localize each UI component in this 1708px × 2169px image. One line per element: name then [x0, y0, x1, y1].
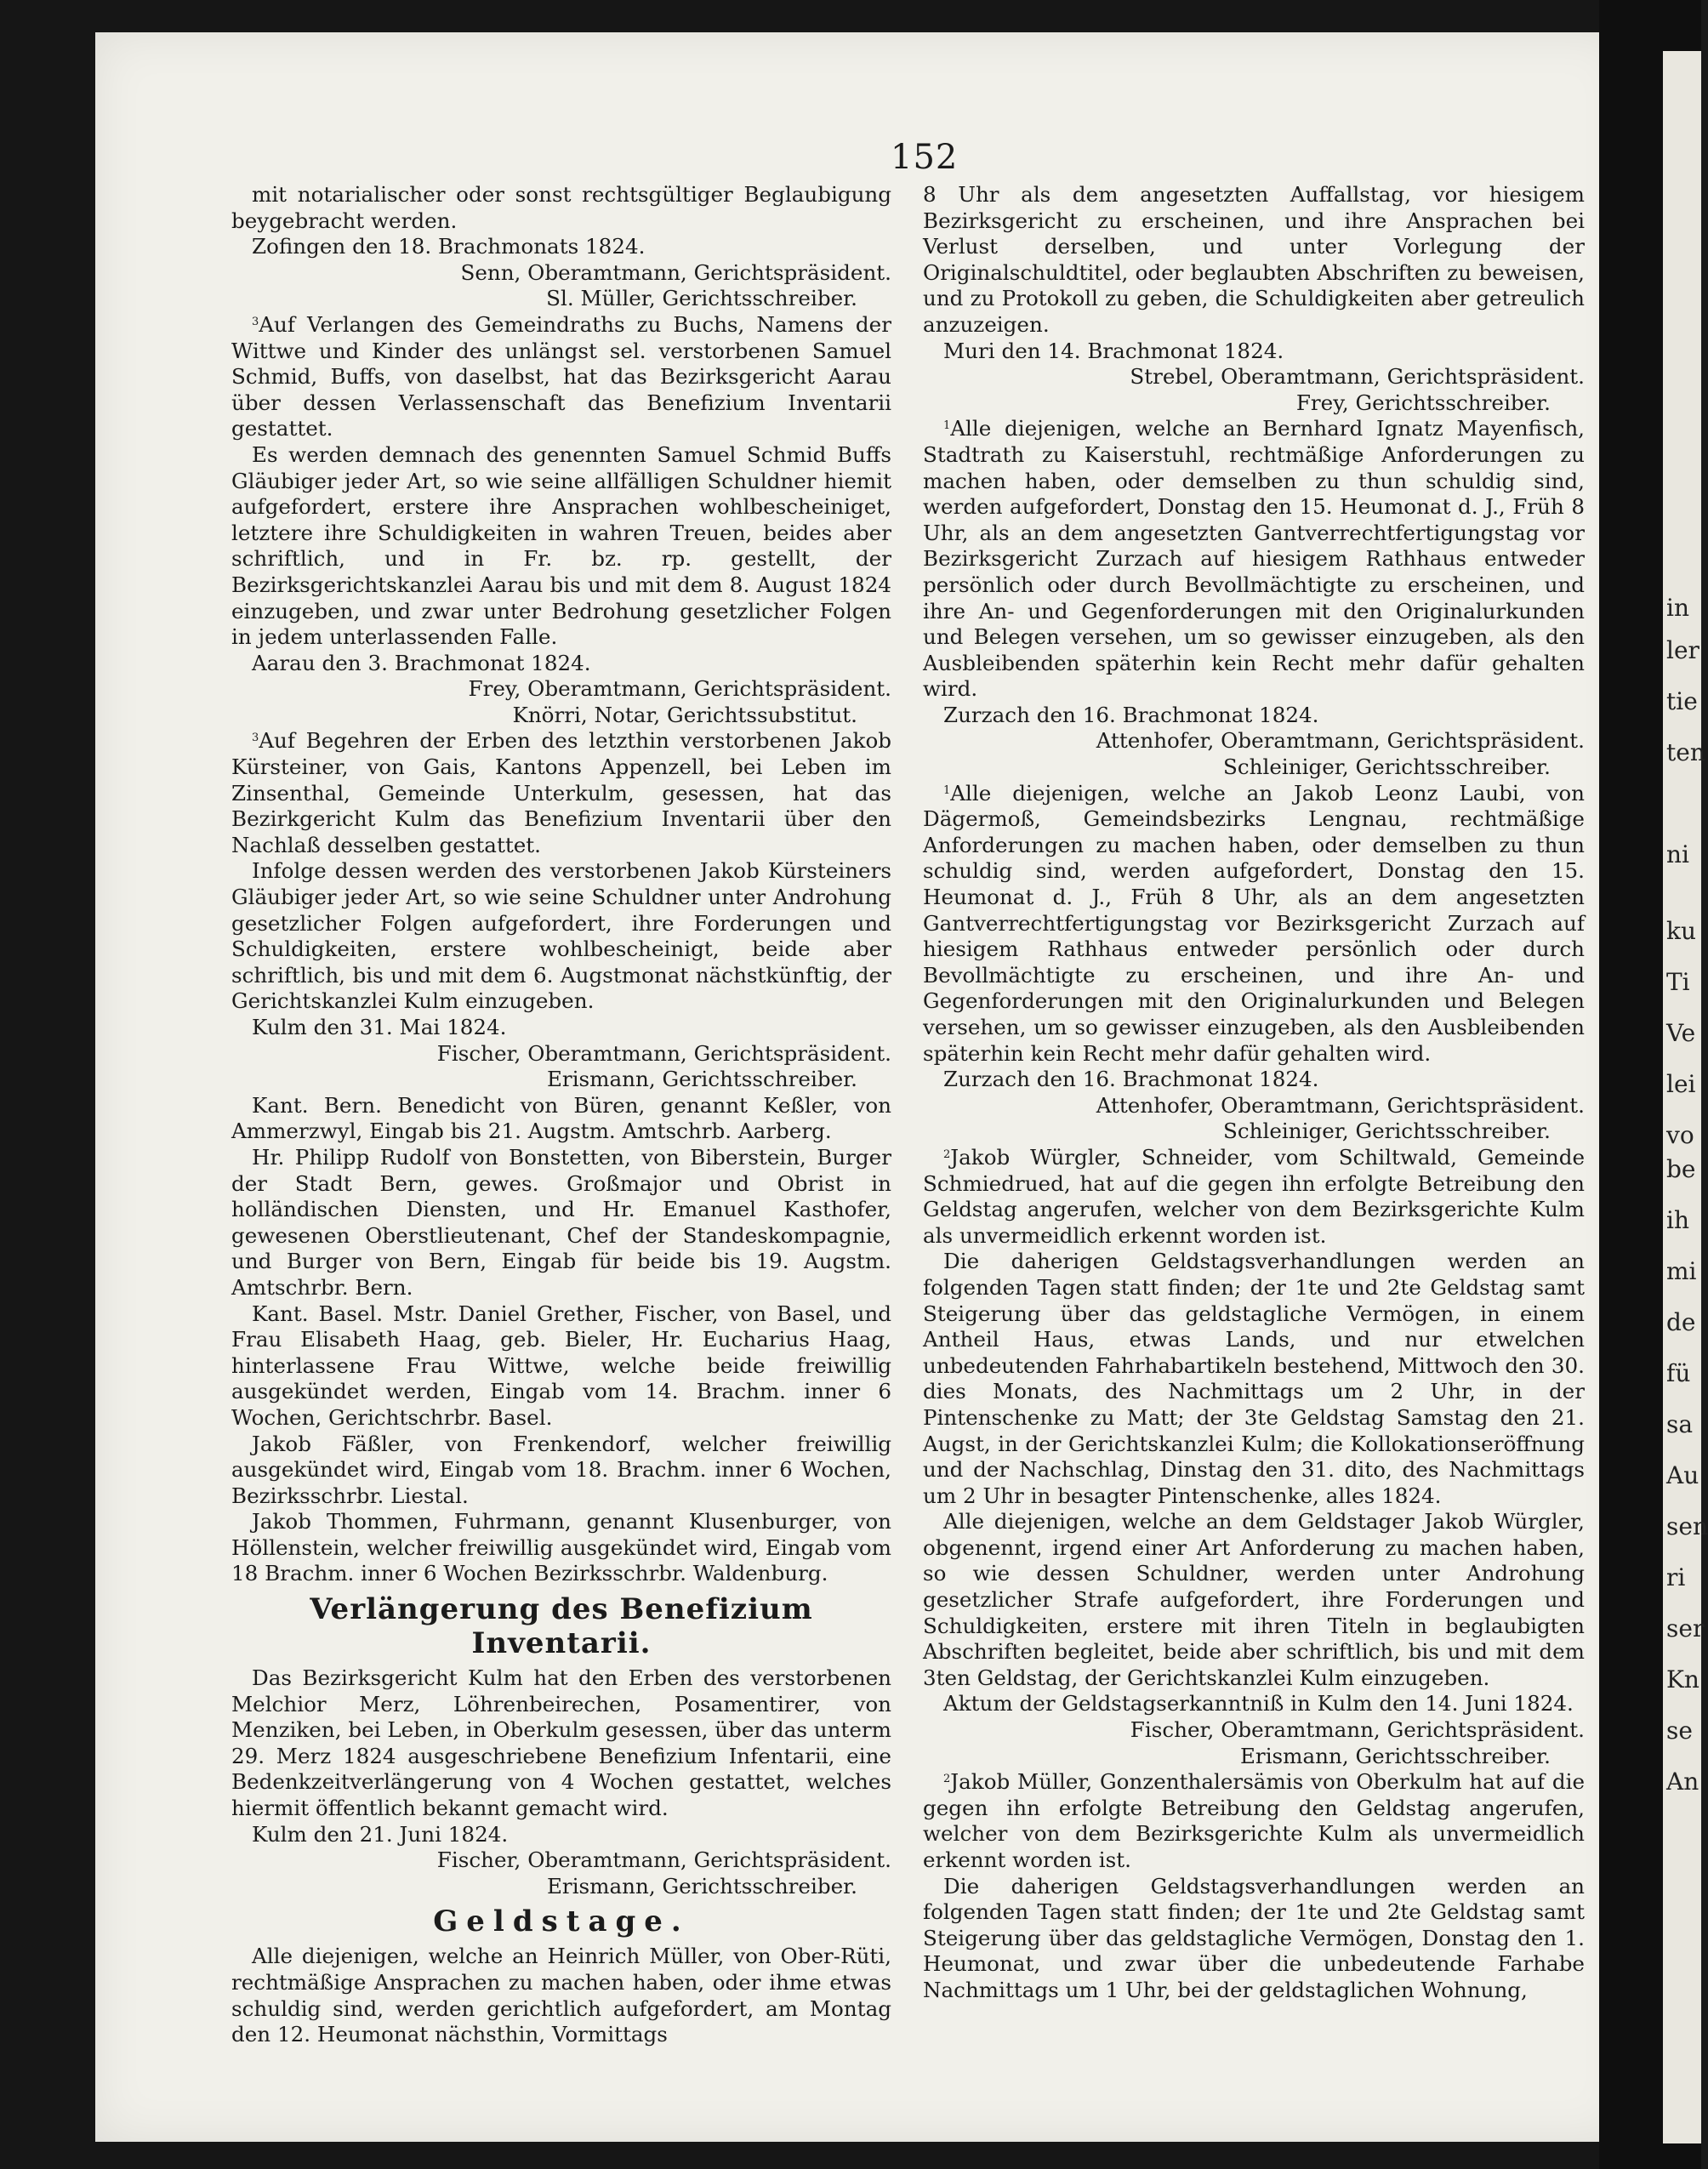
- notice-paragraph: [231, 1145, 891, 1301]
- notice-paragraph: [231, 442, 891, 651]
- text: Geldstage.: [433, 1904, 690, 1939]
- adjacent-page-fragment: ni: [1666, 840, 1689, 868]
- place-date-line: [231, 651, 891, 677]
- notice-paragraph: [923, 1769, 1585, 1873]
- text: Jakob Müller, Gonzenthalersämis von Oberkulm hat auf die gegen ihn erfolgte Betreibung den Geldstag angerufen, welcher von dem Bezirksgerichte Kulm als unvermeidlich erkennt worden ist.: [923, 1769, 1585, 1872]
- adjacent-page-fragment: be: [1666, 1155, 1696, 1183]
- text: Attenhofer, Oberamtmann, Gerichtspräsident.: [1096, 1092, 1585, 1118]
- adjacent-page-fragment: An: [1666, 1768, 1699, 1796]
- adjacent-page-fragment: sa: [1666, 1410, 1694, 1438]
- text: Knörri, Notar, Gerichtssubstitut.: [512, 702, 857, 727]
- notice-paragraph: [231, 182, 891, 234]
- text: Alle diejenigen, welche an Heinrich Müller, von Ober-Rüti, rechtmäßige Ansprachen zu machen haben, oder ihme etwas schuldig sind, werden gerichtlich aufgefordert, am Montag den 12. Heumonat nächsthin, Vormittags: [231, 1944, 891, 2047]
- insertion-count: 3: [252, 732, 259, 745]
- place-date-line: [231, 1015, 891, 1041]
- signature-line: [231, 1874, 891, 1900]
- text: Kulm den 21. Juni 1824.: [252, 1821, 509, 1847]
- adjacent-page-edge: [1663, 51, 1708, 2143]
- text: Jakob Fäßler, von Frenkendorf, welcher freiwillig ausgekündet wird, Eingab vom 18. Brachm. inner 6 Wochen, Bezirksschrbr. Liestal.: [231, 1431, 891, 1508]
- adjacent-page-fragment: ten: [1666, 738, 1705, 766]
- place-date-line: [231, 234, 891, 260]
- notice-paragraph: [923, 1249, 1585, 1509]
- notice-paragraph: [231, 1944, 891, 2047]
- page-number: 152: [891, 138, 959, 177]
- signature-line: [923, 1093, 1585, 1119]
- signature-line: [231, 676, 891, 703]
- notice-paragraph: [231, 1665, 891, 1822]
- text: Sl. Müller, Gerichtsschreiber.: [546, 286, 857, 311]
- text: Hr. Philipp Rudolf von Bonstetten, von Biberstein, Burger der Stadt Bern, gewes. Großmajor und Obrist in holländischen Diensten, und Hr. Emanuel Kasthofer, gewesenen Oberstlieutenant, Chef der Standeskompagnie, und Burger von Bern, Eingab für beide bis 19. Augstm. Amtschrbr. Bern.: [231, 1144, 891, 1300]
- text: Die daherigen Geldstagsverhandlungen werden an folgenden Tagen statt finden; der 1te und 2te Geldstag samt Steigerung über das geldstagliche Vermögen, Donstag den 1. Heumonat, und zwar über die unbedeutende Farhabe Nachmittags um 1 Uhr, bei der geldstaglichen Wohnung,: [923, 1873, 1585, 2002]
- adjacent-page-fragment: Ve: [1666, 1019, 1696, 1047]
- text: Schleiniger, Gerichtsschreiber.: [1223, 1119, 1551, 1144]
- section-heading: [231, 1904, 891, 1938]
- text: Muri den 14. Brachmonat 1824.: [943, 338, 1284, 363]
- place-date-line: [923, 339, 1585, 365]
- adjacent-page-fragment: ler: [1666, 636, 1699, 664]
- signature-line: [231, 1847, 891, 1874]
- text: Jakob Thommen, Fuhrmann, genannt Klusenburger, von Höllenstein, welcher freiwillig ausgekündet wird, Eingab vom 18 Brachm. inner 6 Wochen Bezirksschrbr. Waldenburg.: [231, 1509, 891, 1586]
- text: Zurzach den 16. Brachmonat 1824.: [943, 702, 1319, 727]
- text: Attenhofer, Oberamtmann, Gerichtspräsident.: [1096, 728, 1585, 754]
- text: Kulm den 31. Mai 1824.: [252, 1015, 507, 1039]
- insertion-count: 1: [943, 783, 951, 797]
- adjacent-page-fragment: de: [1666, 1308, 1696, 1336]
- notice-paragraph: [231, 858, 891, 1015]
- adjacent-page-fragment: ku: [1666, 917, 1696, 945]
- text: Das Bezirksgericht Kulm hat den Erben des verstorbenen Melchior Merz, Löhrenbeirechen, Posamentirer, von Menziken, bei Leben, in Oberkulm gesessen, über das unterm 29. Merz 1824 ausgeschriebene Benefizium Infentarii, eine Bedenkzeitverlängerung von 4 Wochen gestattet, welches hiermit öffentlich bekannt gemacht wird.: [231, 1665, 891, 1821]
- signature-line: [923, 728, 1585, 754]
- text: Fischer, Oberamtmann, Gerichtspräsident.: [1130, 1717, 1585, 1743]
- adjacent-page-fragment: ri: [1666, 1563, 1686, 1591]
- adjacent-page-fragment: se: [1666, 1716, 1693, 1745]
- signature-line: [231, 1041, 891, 1067]
- text: Die daherigen Geldstagsverhandlungen werden an folgenden Tagen statt finden; der 1te und 2te Geldstag samt Steigerung über das geldstagliche Vermögen, in einem Antheil Haus, etwas Lands, und nur etwelchen unbedeutenden Fahrhabartikeln bestehend, Mittwoch den 30. dies Monats, des Nachmittags um 2 Uhr, in der Pintenschenke zu Matt; der 3te Geldstag Samstag den 21. Augst, in der Gerichtskanzlei Kulm; die Kollokationseröffnung und der Nachschlag, Dinstag den 31. dito, des Nachmittags um 2 Uhr in besagter Pintenschenke, alles 1824.: [923, 1249, 1585, 1508]
- insertion-count: 3: [252, 315, 259, 328]
- text: Erismann, Gerichtsschreiber.: [546, 1067, 857, 1092]
- notice-paragraph: [923, 182, 1585, 339]
- text: Kant. Bern. Benedicht von Büren, genannt Keßler, von Ammerzwyl, Eingab bis 21. Augstm. Amtschrb. Aarberg.: [231, 1092, 891, 1144]
- text: Erismann, Gerichtsschreiber.: [546, 1873, 857, 1899]
- text: Zofingen den 18. Brachmonats 1824.: [252, 234, 646, 259]
- text: Frey, Oberamtmann, Gerichtspräsident.: [468, 676, 891, 702]
- adjacent-page-fragment: fü: [1666, 1359, 1691, 1387]
- place-date-line: [231, 1822, 891, 1848]
- adjacent-page-fragment: sen: [1666, 1512, 1708, 1540]
- signature-line: [923, 1119, 1585, 1145]
- place-date-line: [923, 1067, 1585, 1093]
- notice-paragraph: [923, 781, 1585, 1067]
- text: Zurzach den 16. Brachmonat 1824.: [943, 1067, 1319, 1092]
- signature-line: [923, 754, 1585, 781]
- text: Infolge dessen werden des verstorbenen Jakob Kürsteiners Gläubiger jeder Art, so wie seine Schuldner unter Androhung gesetzlicher Folgen aufgefordert, ihre Forderungen und Schuldigkeiten, erstere wohlbescheinigt, beide aber schriftlich, bis und mit dem 6. Augstmonat nächstkünftig, der Gerichtskanzlei Kulm einzugeben.: [231, 858, 891, 1014]
- signature-line: [923, 364, 1585, 390]
- adjacent-page-fragment: Kn: [1666, 1665, 1699, 1694]
- text: Es werden demnach des genennten Samuel Schmid Buffs Gläubiger jeder Art, so wie seine allfälligen Schuldner hiemit aufgefordert, erstere ihre Ansprachen wohlbescheiniget, letztere ihre Schuldigkeiten in wahren Treuen, beides aber schriftlich, und in Fr. bz. rp. gestellt, der Bezirksgerichtskanzlei Aarau bis und mit dem 8. August 1824 einzugeben, und zwar unter Bedrohung gesetzlicher Folgen in jedem unterlassenden Falle.: [231, 441, 891, 650]
- signature-line: [231, 703, 891, 729]
- notice-paragraph: [923, 1874, 1585, 2004]
- text: Aktum der Geldstagserkanntniß in Kulm den 14. Juni 1824.: [943, 1691, 1574, 1716]
- text: Fischer, Oberamtmann, Gerichtspräsident.: [436, 1040, 891, 1066]
- text: Auf Begehren der Erben des letzthin verstorbenen Jakob Kürsteiner, von Gais, Kantons Appenzell, bei Leben im Zinsenthal, Gemeinde Unterkulm, gesessen, hat das Bezirkgericht Kulm das Benefizium Inventarii über den Nachlaß desselben gestattet.: [231, 728, 891, 857]
- text: Fischer, Oberamtmann, Gerichtspräsident.: [436, 1847, 891, 1873]
- adjacent-page-fragment: ih: [1666, 1206, 1689, 1234]
- insertion-count: 2: [943, 1773, 951, 1786]
- signature-line: [923, 390, 1585, 417]
- notice-paragraph: [231, 1301, 891, 1432]
- notice-paragraph: [231, 1432, 891, 1510]
- adjacent-page-fragment: Ti: [1666, 968, 1690, 996]
- text: Erismann, Gerichtsschreiber.: [1239, 1743, 1551, 1768]
- adjacent-page-fragment: lei: [1666, 1070, 1696, 1098]
- signature-line: [231, 286, 891, 312]
- text: mit notarialischer oder sonst rechtsgültiger Beglaubigung beygebracht werden.: [231, 182, 891, 233]
- text: Frey, Gerichtsschreiber.: [1295, 390, 1551, 415]
- notice-paragraph: [231, 728, 891, 858]
- text: Schleiniger, Gerichtsschreiber.: [1223, 754, 1551, 780]
- signature-line: [231, 260, 891, 287]
- notice-paragraph: [231, 1093, 891, 1145]
- text: Alle diejenigen, welche an Bernhard Ignatz Mayenfisch, Stadtrath zu Kaiserstuhl, rechtmäßige Anforderungen zu machen haben, oder demselben zu thun schuldig sind, werden aufgefordert, Donstag den 15. Heumonat d. J., Früh 8 Uhr, als an dem angesetzten Gantverrechtfertigungstag vor Bezirksgericht Zurzach auf hiesigem Rathhaus entweder persönlich oder durch Bevollmächtigte zu erscheinen, und ihre An- und Gegenforderungen mit den Originalurkunden und Belegen versehen, um so gewisser einzugeben, als den Ausbleibenden späterhin kein Recht mehr dafür gehalten wird.: [923, 416, 1585, 702]
- notice-paragraph: [923, 1145, 1585, 1249]
- signature-line: [231, 1067, 891, 1093]
- text: Auf Verlangen des Gemeindraths zu Buchs, Namens der Wittwe und Kinder des unlängst sel. verstorbenen Samuel Schmid, Buffs, von daselbst, hat das Bezirksgericht Aarau über dessen Verlassenschaft das Benefizium Inventarii gestattet.: [231, 311, 891, 441]
- notice-paragraph: [231, 312, 891, 442]
- text: Strebel, Oberamtmann, Gerichtspräsident.: [1130, 364, 1585, 390]
- adjacent-page-fragment: vo: [1666, 1121, 1694, 1149]
- insertion-count: 2: [943, 1147, 951, 1161]
- signature-line: [923, 1744, 1585, 1770]
- place-date-line: [923, 1691, 1585, 1717]
- section-heading: [231, 1592, 891, 1660]
- text: Alle diejenigen, welche an dem Geldstager Jakob Würgler, obgenennt, irgend einer Art Anforderung zu machen haben, so wie dessen Schuldner, werden unter Androhung gesetzlicher Strafe aufgefordert, ihre Forderungen und Schuldigkeiten, erstere mit ihren Titeln in beglaubigten Abschriften begleitet, beide aber schriftlich, bis und mit dem 3ten Geldstag, der Gerichtskanzlei Kulm einzugeben.: [923, 1509, 1585, 1690]
- insertion-count: 1: [943, 419, 951, 433]
- right-column: [923, 182, 1585, 2004]
- place-date-line: [923, 703, 1585, 729]
- adjacent-page-fragment: mi: [1666, 1257, 1697, 1285]
- adjacent-page-fragment: ser: [1666, 1614, 1705, 1642]
- text: Kant. Basel. Mstr. Daniel Grether, Fischer, von Basel, und Frau Elisabeth Haag, geb. Bieler, Hr. Eucharius Haag, hinterlassene Frau Wittwe, welche beide freiwillig ausgekündet werden, Eingab vom 14. Brachm. inner 6 Wochen, Gerichtschrbr. Basel.: [231, 1301, 891, 1430]
- adjacent-page-fragment: in: [1666, 594, 1689, 622]
- text: Verlängerung des Benefizium Inventarii.: [310, 1592, 813, 1661]
- notice-paragraph: [923, 416, 1585, 703]
- text: Senn, Oberamtmann, Gerichtspräsident.: [460, 259, 891, 285]
- left-column: [231, 182, 891, 2048]
- adjacent-page-fragment: Au: [1666, 1461, 1699, 1489]
- notice-paragraph: [923, 1509, 1585, 1691]
- signature-line: [923, 1717, 1585, 1744]
- text: 8 Uhr als dem angesetzten Auffallstag, vor hiesigem Bezirksgericht zu erscheinen, und ihre Ansprachen bei Verlust derselben, und unter Vorlegung der Originalschuldtitel, oder beglaubten Abschriften zu beweisen, und zu Protokoll zu geben, die Schuldigkeiten aber getreulich anzuzeigen.: [923, 182, 1585, 337]
- text: Aarau den 3. Brachmonat 1824.: [252, 650, 591, 675]
- text: Jakob Würgler, Schneider, vom Schiltwald, Gemeinde Schmiedrued, hat auf die gegen ihn erfolgte Betreibung den Geldstag angerufen, welcher von dem Bezirksgerichte Kulm als unvermeidlich erkennt worden ist.: [923, 1144, 1585, 1248]
- text: Alle diejenigen, welche an Jakob Leonz Laubi, von Dägermoß, Gemeindsbezirks Lengnau, rechtmäßige Anforderungen zu machen haben, oder demselben zu thun schuldig sind, werden aufgefordert, Donstag den 15. Heumonat d. J., Früh 8 Uhr, als an dem angesetzten Gantverrechtfertigungstag vor Bezirksgericht Zurzach auf hiesigem Rathhaus entweder persönlich oder durch Bevollmächtigte zu erscheinen, und ihre An- und Gegenforderungen mit den Originalurkunden und Belegen versehen, um so gewisser einzugeben, als den Ausbleibenden späterhin kein Recht mehr dafür gehalten wird.: [923, 780, 1585, 1066]
- adjacent-page-fragment: tie: [1666, 687, 1698, 715]
- notice-paragraph: [231, 1509, 891, 1587]
